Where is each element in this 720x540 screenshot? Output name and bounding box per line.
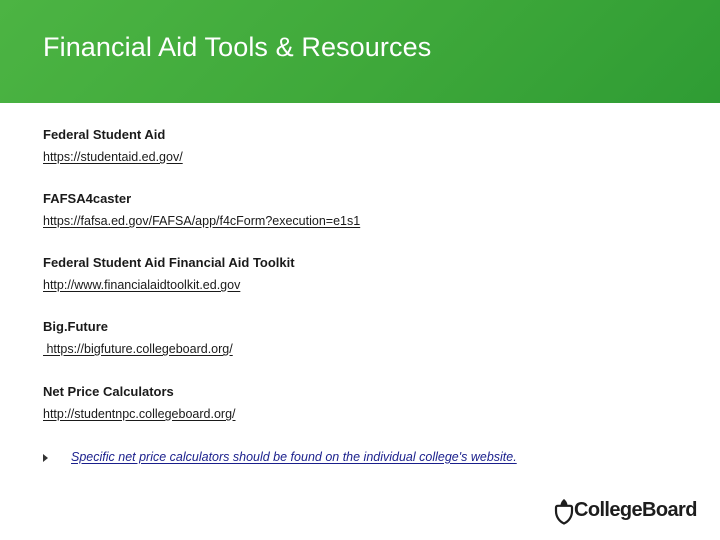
bullet-arrow-icon xyxy=(43,454,48,462)
resource-link[interactable]: http://studentnpc.collegeboard.org/ xyxy=(43,407,236,421)
resource-fafsa4caster xyxy=(43,191,360,230)
resource-title: FAFSA4caster xyxy=(43,191,132,206)
page-title: Financial Aid Tools & Resources xyxy=(43,32,432,62)
collegeboard-logo xyxy=(553,497,698,525)
resource-federal-student-aid xyxy=(43,127,183,166)
resource-financial-aid-toolkit xyxy=(43,255,295,294)
resource-link[interactable]: http://www.financialaidtoolkit.ed.gov xyxy=(43,278,241,292)
resource-link[interactable]: https://studentaid.ed.gov/ xyxy=(43,150,183,164)
note-text: Specific net price calculators should be found on the individual college's website. xyxy=(71,450,517,464)
resource-title: Federal Student Aid Financial Aid Toolkit xyxy=(43,255,295,270)
resource-bigfuture xyxy=(43,319,233,358)
acorn-icon xyxy=(553,497,575,525)
logo-text: CollegeBoard xyxy=(574,499,697,521)
resource-title: Big.Future xyxy=(43,319,108,334)
resource-title: Net Price Calculators xyxy=(43,384,174,399)
slide-header xyxy=(0,0,720,103)
resource-link[interactable]: https://fafsa.ed.gov/FAFSA/app/f4cForm?execution=e1s1 xyxy=(43,214,361,228)
resource-title: Federal Student Aid xyxy=(43,127,166,142)
resource-link[interactable]: https://bigfuture.collegeboard.org/ xyxy=(43,342,233,356)
resource-net-price-calculators xyxy=(43,384,236,423)
